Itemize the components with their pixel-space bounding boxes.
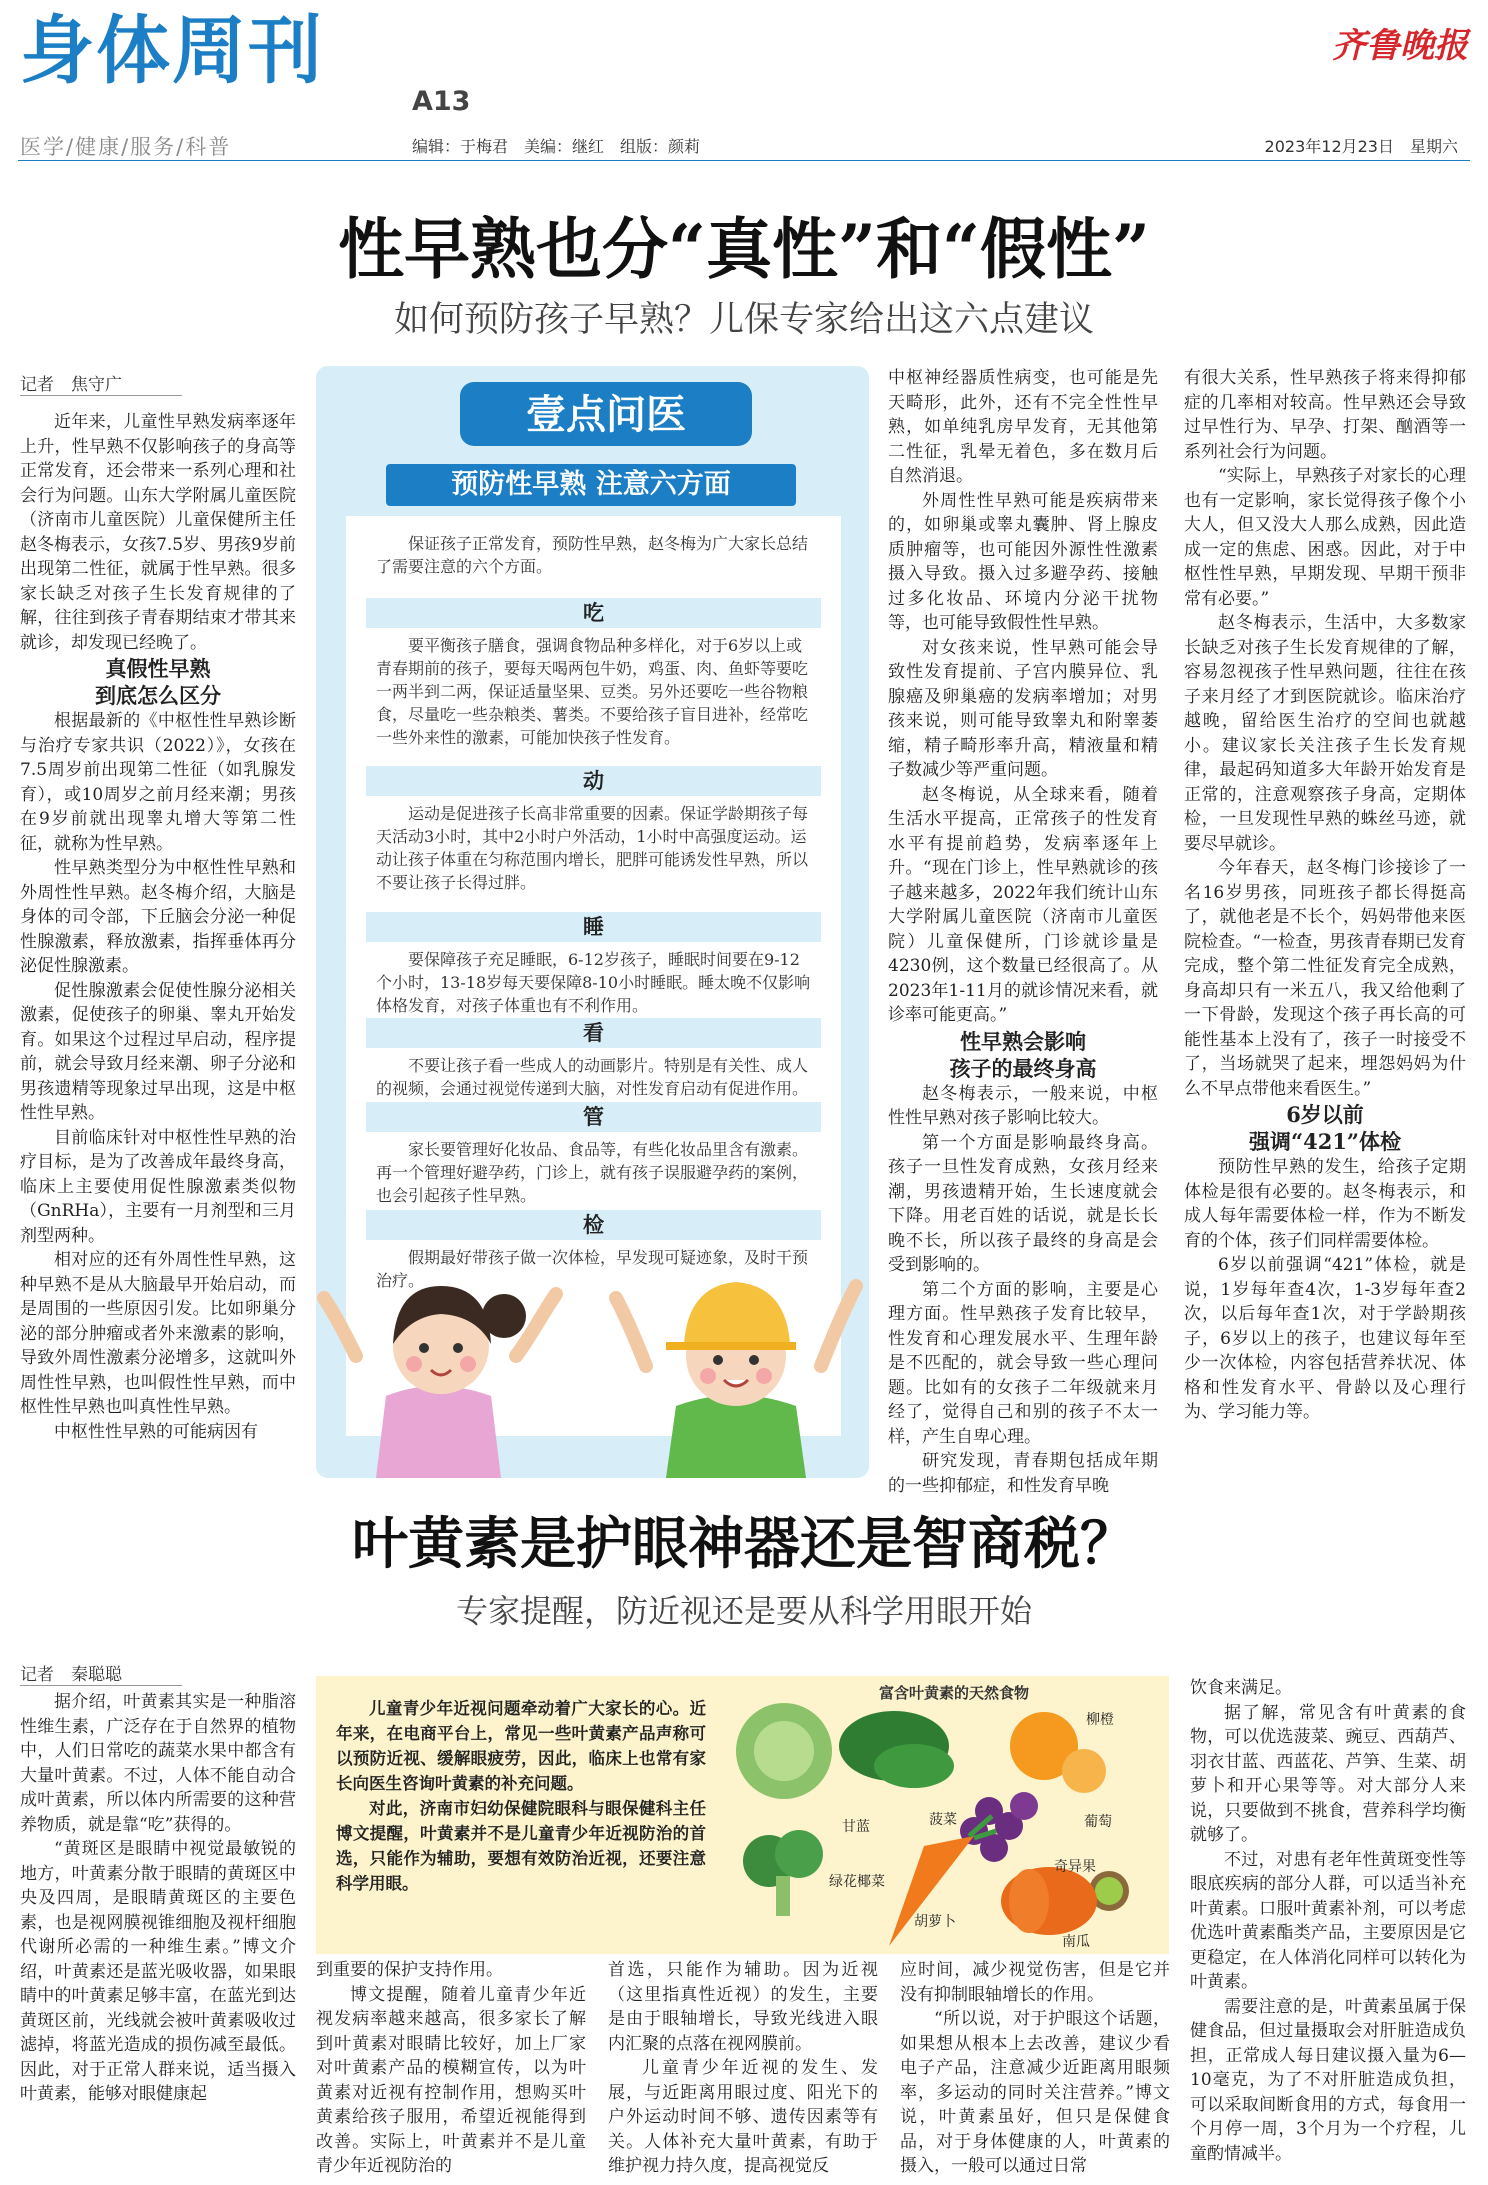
paragraph: 预防性早熟的发生，给孩子定期体检是很有必要的。赵冬梅表示，和成人每年需要体检一样，作为不断发育的个体，孩子们同样需要体检。 [1184, 1157, 1466, 1251]
paragraph: 赵冬梅说，从全球来看，随着生活水平提高，正常孩子的性发育水平有提前趋势，发病率逐年上升。“现在门诊上，性早熟就诊的孩子越来越多，2022年我们统计山东大学附属儿童医院（济南市儿童医院）儿童保健所，门诊就诊量是4230例，这个数量已经很高了。从2023年1-11月的就诊情况来看，就诊率可能更高。” [888, 784, 1158, 1025]
qa-banner: 预防性早熟 注意六方面 [386, 464, 796, 506]
qa-item [366, 1102, 821, 1207]
qa-item-text: 家长要管理好化妆品、食品等，有些化妆品里含有激素。再一个管理好避孕药，门诊上，就有孩子误服避孕药的案例，也会引起孩子性早熟。 [376, 1140, 809, 1205]
paragraph: 今年春天，赵冬梅门诊接诊了一名16岁男孩，同班孩子都长得挺高了，就他老是不长个，妈妈带他来医院检查。“一检查，男孩青春期已发育完成，整个第二性征发育完全成熟，身高却只有一米五八，我又给他剩了一下骨龄，发现这个孩子再长高的可能性基本上没有了，孩子一时接受不了，当场就哭了起来，埋怨妈妈为什么不早点带他来看医生。” [1184, 858, 1466, 1099]
paragraph: 外周性性早熟可能是疾病带来的，如卵巢或睾丸囊肿、肾上腺皮质肿瘤等，也可能因外源性性激素摄入导致。摄入过多避孕药、接触过多化妆品、环境内分泌干扰物等，也可能导致假性性早熟。 [888, 490, 1158, 633]
qa-intro: 保证孩子正常发育，预防性早熟，赵冬梅为广大家长总结了需要注意的六个方面。 [376, 534, 809, 576]
newspaper-logo: 齐鲁晚报 [1332, 26, 1468, 66]
paragraph: 赵冬梅表示，一般来说，中枢性性早熟对孩子影响比较大。 [888, 1083, 1158, 1128]
paragraph: 博文提醒，随着儿童青少年近视发病率越来越高，很多家长了解到叶黄素对眼睛比较好，加上厂家对叶黄素产品的模糊宣传，以为叶黄素对近视有控制作用，想购买叶黄素给孩子服用，希望近视能得到改善。实际上，叶黄素并不是儿童青少年近视防治的 [316, 1984, 586, 2176]
paragraph: 中枢神经器质性病变，也可能是先天畸形，此外，还有不完全性性早熟，如单纯乳房早发育，无其他第二性征，乳晕无着色，多在数月后自然消退。 [888, 368, 1158, 486]
pumpkin-icon [1001, 1867, 1097, 1935]
paragraph: 根据最新的《中枢性性早熟诊断与治疗专家共识（2022）》，女孩在7.5周岁前出现第二性征（如乳腺发育），或10周岁之前月经来潮；男孩在9岁前就出现睾丸增大等第二性征，就称为性早熟。 [20, 711, 296, 854]
paragraph: 第二个方面的影响，主要是心理方面。性早熟孩子发育比较早，性发育和心理发展水平、生理年龄是不匹配的，就会导致一些心理问题。比如有的女孩子二年级就来月经了，觉得自己和别的孩子不太一样，产生自卑心理。 [888, 1279, 1158, 1447]
qa-item-text: 运动是促进孩子长高非常重要的因素。保证学龄期孩子每天活动3小时，其中2小时户外活动，1小时中高强度运动。运动让孩子体重在匀称范围内增长，肥胖可能诱发性早熟，所以不要让孩子长得过胖。 [376, 804, 809, 892]
svg-text:甘蓝: 甘蓝 [842, 1819, 870, 1835]
svg-text:柳橙: 柳橙 [1086, 1712, 1114, 1728]
children-illustration [316, 1246, 869, 1478]
subheading: 6岁以前 强调“421”体检 [1249, 1102, 1401, 1154]
article1-column-3 [888, 366, 1158, 1498]
article2-column-1 [20, 1690, 296, 2107]
paragraph: 首选，只能作为辅助。因为近视（这里指真性近视）的发生，主要是由于眼轴增长，导致光线进入眼内汇聚的点落在视网膜前。 [608, 1960, 878, 2054]
header-rule [18, 160, 1470, 161]
article1-subtitle: 如何预防孩子早熟？儿保专家给出这六点建议 [393, 300, 1094, 340]
article2-column-3 [608, 1958, 878, 2179]
lutein-foods-illustration [724, 1676, 1169, 1954]
qa-item [366, 1018, 821, 1100]
subheading: 真假性早熟 到底怎么区分 [95, 656, 221, 708]
qa-item-head: 管 [366, 1102, 821, 1132]
svg-text:胡萝卜: 胡萝卜 [914, 1914, 956, 1930]
paragraph: 对女孩来说，性早熟可能会导致性发育提前、子宫内膜异位、乳腺癌及卵巢癌的发病率增加；对男孩来说，则可能导致睾丸和附睾萎缩，精子畸形率升高，精液量和精子数减少等严重问题。 [888, 637, 1158, 780]
qa-item-head: 吃 [366, 598, 821, 628]
svg-text:菠菜: 菠菜 [929, 1812, 957, 1828]
article2-column-5 [1190, 1676, 1466, 2166]
paragraph: 应时间，减少视觉伤害，但是它并没有抑制眼轴增长的作用。 [900, 1960, 1170, 2005]
qa-item [366, 766, 821, 894]
byline-text: 记者 秦聪聪 [20, 1660, 182, 1686]
section-tagline: 医学/健康/服务/科普 [20, 135, 232, 159]
article2-subtitle: 专家提醒，防近视还是要从科学用眼开始 [455, 1592, 1032, 1630]
paragraph: 不过，对患有老年性黄斑变性等眼底疾病的部分人群，可以适当补充叶黄素。口服叶黄素补剂，可以考虑优选叶黄素酯类产品，主要原因是它更稳定，在人体消化同样可以转化为叶黄素。 [1190, 1849, 1466, 1992]
paragraph: 促性腺激素会促使性腺分泌相关激素，促使孩子的卵巢、睾丸开始发育。如果这个过程过早启动，程序提前，就会导致月经来潮、卵子分泌和男孩遗精等现象过早出现，这是中枢性性早熟。 [20, 980, 296, 1123]
article2-title: 叶黄素是护眼神器还是智商税？ [352, 1511, 1136, 1577]
svg-text:奇异果: 奇异果 [1054, 1859, 1096, 1875]
qa-item-text: 要平衡孩子膳食，强调食物品种多样化，对于6岁以上或青春期前的孩子，要每天喝两包牛奶，鸡蛋、肉、鱼虾等要吃一两半到二两，保证适量坚果、豆类。另外还要吃一些谷物粮食，尽量吃一些杂粮类、薯类。不要给孩子盲目进补，经常吃一些外来性的激素，可能加快孩子性发育。 [376, 636, 809, 747]
paragraph: “黄斑区是眼睛中视觉最敏锐的地方，叶黄素分散于眼睛的黄斑区中央及四周，是眼睛黄斑区的主要色素，也是视网膜视锥细胞及视杆细胞代谢所必需的一种维生素。”博文介绍，叶黄素还是蓝光吸收器，如果眼睛中的叶黄素足够丰富，在蓝光到达黄斑区前，光线就会被叶黄素吸收过滤掉，将蓝光造成的损伤减至最低。因此，对于正常人群来说，适当摄入叶黄素，能够对眼健康起 [20, 1839, 296, 2104]
page-number: A13 [412, 86, 471, 117]
grape-icon [960, 1792, 1038, 1862]
svg-text:壹点问医: 壹点问医 [526, 392, 686, 438]
subheading: 性早熟会影响 孩子的最终身高 [949, 1028, 1097, 1081]
article1-column-1 [20, 410, 296, 1444]
paragraph: 中枢性性早熟的可能病因有 [54, 1421, 258, 1442]
paragraph: 儿童青少年近视问题牵动着广大家长的心。近年来，在电商平台上，常见一些叶黄素产品声称可以预防近视、缓解眼疲劳，因此，临床上也常有家长向医生咨询叶黄素的补充问题。 [336, 1699, 706, 1793]
paragraph: 目前临床针对中枢性性早熟的治疗目标，是为了改善成年最终身高，临床上主要使用促性腺激素类似物（GnRHa），主要有一月剂型和三月剂型两种。 [20, 1127, 296, 1246]
issue-date: 2023年12月23日 星期六 [1264, 137, 1458, 156]
spinach-icon [839, 1711, 954, 1788]
broccoli-icon [743, 1830, 823, 1916]
lutein-intro-text [336, 1696, 706, 1896]
paragraph: 到重要的保护支持作用。 [316, 1960, 503, 1980]
paragraph: “实际上，早熟孩子对家长的心理也有一定影响，家长觉得孩子像个小大人，但又没大人那么成熟，因此造成一定的焦虑、困惑。因此，对于中枢性性早熟，早期发现、早期干预非常有必要。” [1184, 466, 1466, 609]
paragraph: 有很大关系，性早熟孩子将来得抑郁症的几率相对较高。性早熟还会导致过早性行为、早孕、打架、酗酒等一系列社会行为问题。 [1184, 368, 1466, 462]
article2-column-4 [900, 1958, 1170, 2179]
paragraph: 据介绍，叶黄素其实是一种脂溶性维生素，广泛存在于自然界的植物中，人们日常吃的蔬菜水果中都含有大量叶黄素。不过，人体不能自动合成叶黄素，所以体内所需要的这种营养物质，就是靠“吃”获得的。 [20, 1692, 296, 1835]
article2-byline [20, 1660, 296, 1686]
qa-item-head: 看 [366, 1018, 821, 1048]
paragraph: 6岁以前强调“421”体检，就是说，1岁每年查4次，1-3岁每年查2次，以后每年查1次，对于学龄期孩子，6岁以上的孩子，也建议每年至少一次体检，内容包括营养状况、体格和性发育水平、骨龄以及心理行为、学习能力等。 [1184, 1255, 1466, 1422]
paragraph: 近年来，儿童性早熟发病率逐年上升，性早熟不仅影响孩子的身高等正常发育，还会带来一系列心理和社会行为问题。山东大学附属儿童医院（济南市儿童医院）儿童保健所主任赵冬梅表示，女孩7.5岁、男孩9岁前出现第二性征，就属于性早熟。很多家长缺乏对孩子生长发育规律的了解，往往到孩子青春期结束才带其来就诊，却发现已经晚了。 [20, 412, 296, 653]
article1-column-4 [1184, 366, 1466, 1425]
paragraph: 儿童青少年近视的发生、发展，与近距离用眼过度、阳光下的户外运动时间不够、遗传因素等有关。人体补充大量叶黄素，有助于维护视力持久度，提高视觉反 [608, 2058, 878, 2176]
qa-item-text: 假期最好带孩子做一次体检，早发现可疑迹象，及时干预治疗。 [376, 1248, 809, 1290]
qa-item [366, 598, 821, 749]
qa-sidebar-box [316, 366, 869, 1478]
lutein-intro-box [316, 1676, 1169, 1954]
paragraph: 对此，济南市妇幼保健院眼科与眼保健科主任博文提醒，叶黄素并不是儿童青少年近视防治的首选，只能作为辅助，要想有效防治近视，还要注意科学用眼。 [336, 1799, 706, 1893]
paragraph: 相对应的还有外周性性早熟，这种早熟不是从大脑最早开始启动，而是周围的一些原因引发。比如卵巢分泌的部分肿瘤或者外来激素的影响，导致外周性激素分泌增多，这就叫外周性性早熟，也叫假性性早熟，而中枢性性早熟也叫真性性早熟。 [20, 1250, 296, 1417]
section-title: 身体周刊 [20, 8, 324, 94]
paragraph: 需要注意的是，叶黄素虽属于保健食品，但过量摄取会对肝脏造成负担，正常成人每日建议摄入量为6—10毫克，为了不对肝脏造成负担，可以采取间断食用的方式，每食用一个月停一周，3个月为一个疗程，儿童酌情减半。 [1190, 1996, 1466, 2164]
qa-item-head: 动 [366, 766, 821, 796]
article1-title: 性早熟也分“真性”和“假性” [338, 210, 1150, 288]
article1-byline [20, 370, 296, 396]
paragraph: 研究发现，青春期包括成年期的一些抑郁症，和性发育早晚 [888, 1451, 1158, 1496]
svg-text:南瓜: 南瓜 [1062, 1934, 1090, 1950]
boy-figure [616, 1282, 856, 1478]
svg-text:绿花椰菜: 绿花椰菜 [829, 1874, 885, 1890]
paragraph: 饮食来满足。 [1190, 1678, 1292, 1698]
cabbage-icon [736, 1703, 832, 1799]
qa-item-text: 不要让孩子看一些成人的动画影片。特别是有关性、成人的视频，会通过视觉传递到大脑，对性发育启动有促进作用。 [376, 1056, 809, 1098]
paragraph: “所以说，对于护眼这个话题，如果想从根本上去改善，建议少看电子产品，注意减少近距离用眼频率，多运动的同时关注营养。”博文说，叶黄素虽好，但只是保健食品，对于身体健康的人，叶黄素的摄入，一般可以通过日常 [900, 2009, 1170, 2176]
qa-logo [456, 376, 756, 452]
paragraph: 性早熟类型分为中枢性性早熟和外周性性早熟。赵冬梅介绍，大脑是身体的司令部，下丘脑会分泌一种促性腺激素，释放激素，指挥垂体再分泌促性腺激素。 [20, 858, 296, 976]
qa-item [366, 912, 821, 1017]
svg-text:富含叶黄素的天然食物: 富含叶黄素的天然食物 [878, 1684, 1030, 1702]
svg-text:葡萄: 葡萄 [1084, 1814, 1112, 1830]
byline-text: 记者 焦守广 [20, 370, 182, 396]
editor-credits: 编辑：于梅君 美编：继红 组版：颜莉 [412, 137, 701, 156]
article2-column-2 [316, 1958, 586, 2179]
paragraph: 第一个方面是影响最终身高。孩子一旦性发育成熟，女孩月经来潮，男孩遗精开始，生长速度就会下降。用老百姓的话说，就是长长晚不长，所以孩子最终的身高是会受到影响的。 [888, 1132, 1158, 1275]
paragraph: 据了解，常见含有叶黄素的食物，可以优选菠菜、豌豆、西葫芦、羽衣甘蓝、西蓝花、芦笋、生菜、胡萝卜和开心果等等。对大部分人来说，只要做到不挑食，营养科学均衡就够了。 [1190, 1702, 1466, 1845]
paragraph: 赵冬梅表示，生活中，大多数家长缺乏对孩子生长发育规律的了解，容易忽视孩子性早熟问题，往往在孩子来月经了才到医院就诊。临床治疗越晚，留给医生治疗的空间也就越小。建议家长关注孩子生长发育规律，最起码知道多大年龄开始发育是正常的，注意观察孩子身高，定期体检，一旦发现性早熟的蛛丝马迹，就要尽早就诊。 [1184, 613, 1466, 854]
qa-item-text: 要保障孩子充足睡眠，6-12岁孩子，睡眠时间要在9-12个小时，13-18岁每天要保障8-10小时睡眠。睡太晚不仅影响体格发育，对孩子体重也有不利作用。 [376, 950, 811, 1015]
qa-item-head: 睡 [366, 912, 821, 942]
girl-figure [324, 1286, 556, 1478]
qa-item-head: 检 [366, 1210, 821, 1240]
